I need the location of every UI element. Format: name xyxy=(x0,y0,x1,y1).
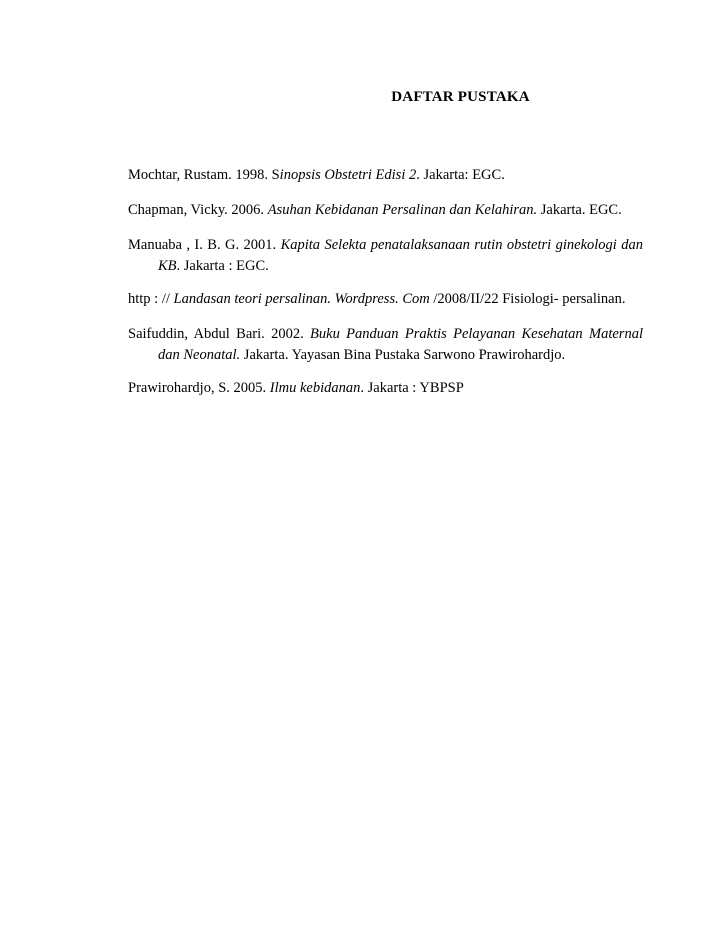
reference-item xyxy=(128,324,643,366)
reference-text: . Jakarta: EGC. xyxy=(416,167,505,183)
reference-text: Jakarta. Yayasan Bina Pustaka Sarwono Prawirohardjo. xyxy=(240,347,566,363)
reference-title: Landasan teori persalinan. Wordpress. Com xyxy=(173,291,430,307)
reference-text: Saifuddin, Abdul Bari. 2002. xyxy=(128,326,311,342)
reference-title: Asuhan Kebidanan Persalinan dan Kelahiran. xyxy=(267,202,538,218)
reference-text: Prawirohardjo, S. 2005. xyxy=(128,380,270,396)
reference-text: http : // xyxy=(128,291,174,307)
reference-item xyxy=(128,378,643,399)
reference-text: . Jakarta : EGC. xyxy=(176,258,269,274)
reference-text: . Jakarta : YBPSP xyxy=(360,380,464,396)
reference-title: Buku Panduan Praktis Pelayanan Kesehatan Maternal dan Neonatal. xyxy=(158,326,643,363)
reference-item xyxy=(128,200,643,221)
reference-item xyxy=(128,165,643,186)
reference-title: Ilmu kebidanan xyxy=(269,380,361,396)
reference-text: Chapman, Vicky. 2006. xyxy=(128,202,268,218)
reference-title: Kapita Selekta penatalaksanaan rutin obstetri ginekologi dan KB xyxy=(158,237,643,274)
reference-item xyxy=(128,235,643,277)
reference-text: Mochtar, Rustam. 1998. S xyxy=(128,167,280,183)
reference-text: /2008/II/22 Fisiologi- persalinan. xyxy=(429,291,626,307)
reference-text: Manuaba , I. B. G. 2001. xyxy=(128,237,281,253)
reference-title: inopsis Obstetri Edisi 2 xyxy=(279,167,417,183)
reference-list xyxy=(128,165,643,413)
page-title: DAFTAR PUSTAKA xyxy=(391,89,530,105)
reference-item xyxy=(128,289,643,310)
reference-text: Jakarta. EGC. xyxy=(537,202,622,218)
